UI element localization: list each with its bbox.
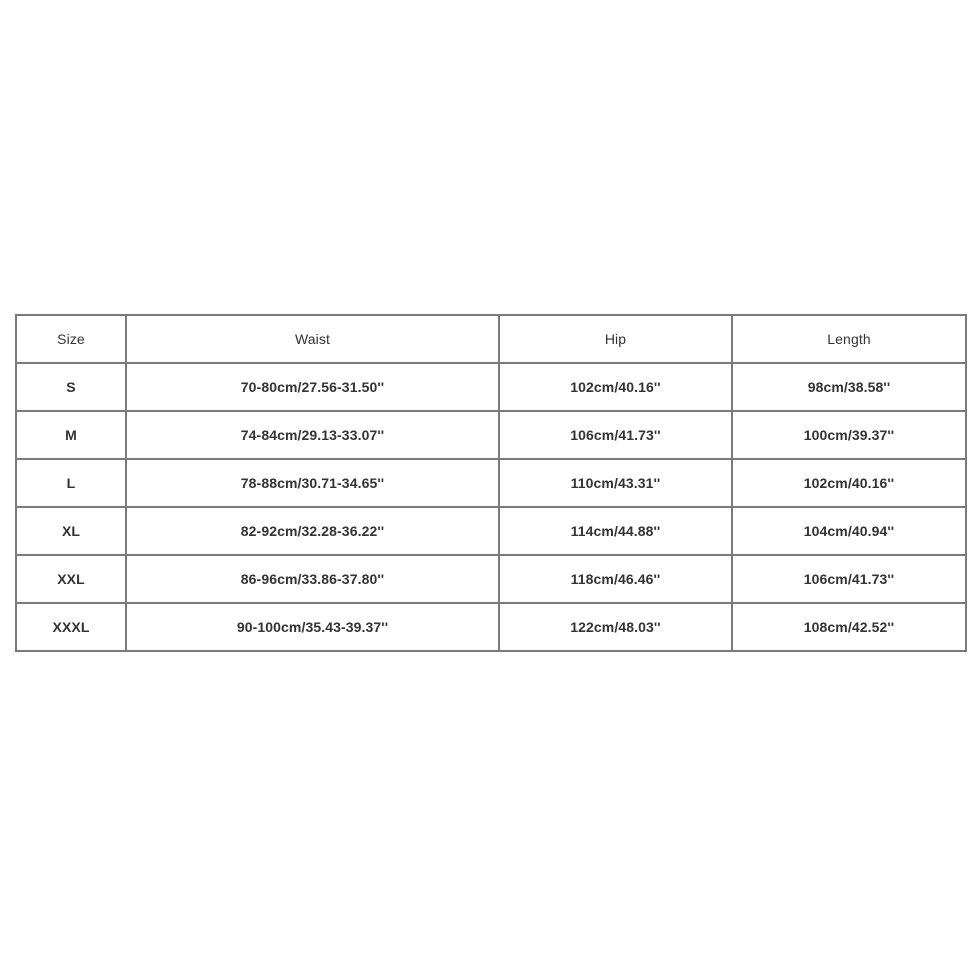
size-cell: L [16, 459, 126, 507]
hip-cell: 110cm/43.31'' [499, 459, 732, 507]
hip-cell: 114cm/44.88'' [499, 507, 732, 555]
hip-cell: 118cm/46.46'' [499, 555, 732, 603]
length-cell: 98cm/38.58'' [732, 363, 966, 411]
waist-cell: 70-80cm/27.56-31.50'' [126, 363, 499, 411]
table-row [16, 363, 966, 411]
hip-cell: 106cm/41.73'' [499, 411, 732, 459]
hip-cell: 102cm/40.16'' [499, 363, 732, 411]
header-waist: Waist [126, 315, 499, 363]
size-cell: M [16, 411, 126, 459]
header-row [16, 315, 966, 363]
table-row [16, 459, 966, 507]
table-row [16, 555, 966, 603]
header-hip: Hip [499, 315, 732, 363]
length-cell: 106cm/41.73'' [732, 555, 966, 603]
size-chart-header [16, 315, 966, 363]
table-row [16, 507, 966, 555]
table-row [16, 603, 966, 651]
size-chart-table [15, 314, 967, 652]
size-cell: XXXL [16, 603, 126, 651]
waist-cell: 78-88cm/30.71-34.65'' [126, 459, 499, 507]
waist-cell: 90-100cm/35.43-39.37'' [126, 603, 499, 651]
size-cell: XL [16, 507, 126, 555]
size-cell: XXL [16, 555, 126, 603]
waist-cell: 82-92cm/32.28-36.22'' [126, 507, 499, 555]
hip-cell: 122cm/48.03'' [499, 603, 732, 651]
size-chart-body [16, 363, 966, 651]
waist-cell: 86-96cm/33.86-37.80'' [126, 555, 499, 603]
header-size: Size [16, 315, 126, 363]
length-cell: 100cm/39.37'' [732, 411, 966, 459]
header-length: Length [732, 315, 966, 363]
waist-cell: 74-84cm/29.13-33.07'' [126, 411, 499, 459]
length-cell: 102cm/40.16'' [732, 459, 966, 507]
length-cell: 108cm/42.52'' [732, 603, 966, 651]
size-cell: S [16, 363, 126, 411]
length-cell: 104cm/40.94'' [732, 507, 966, 555]
table-row [16, 411, 966, 459]
